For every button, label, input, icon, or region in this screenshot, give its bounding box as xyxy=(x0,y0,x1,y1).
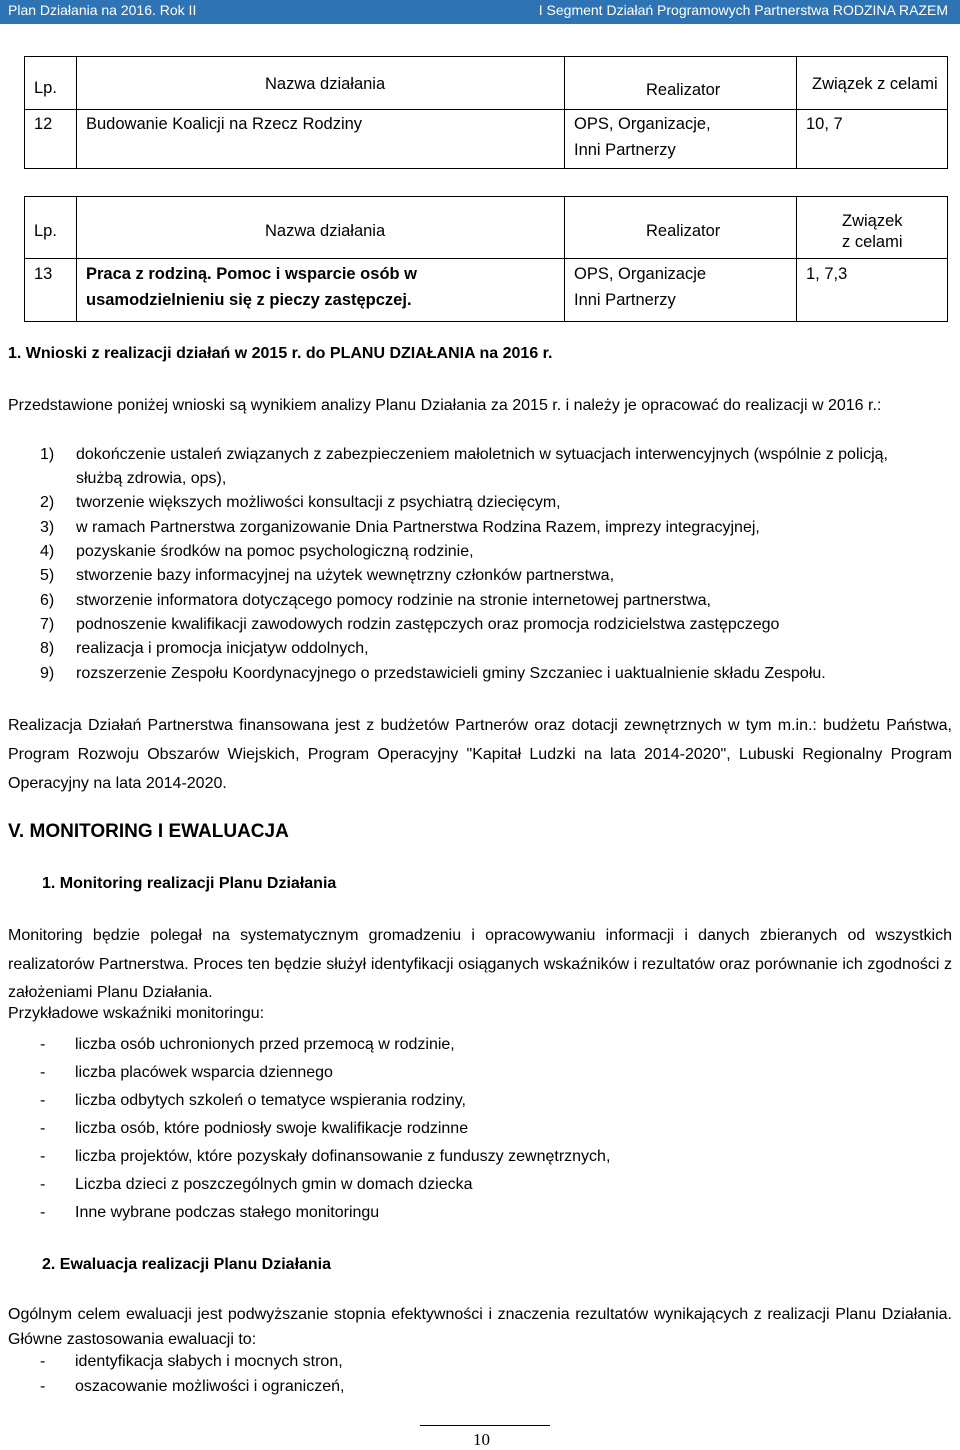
indicators-title: Przykładowe wskaźniki monitoringu: xyxy=(8,1005,265,1022)
th-name: Nazwa działania xyxy=(77,197,565,259)
funding-paragraph: Realizacja Działań Partnerstwa finansowana jest z budżetów Partnerów oraz dotacji zewnętrznych w tym m.in.: budżetu Państwa, Program Rozwoju Obszarów Wiejskich, Program Operacyjny "Kapitał Ludzki na lata 2014-2020", Lubuski Regionalny Program Operacyjny na lata 2014-2020. xyxy=(8,717,952,792)
footer-rule xyxy=(420,1425,550,1426)
th-name: Nazwa działania xyxy=(77,57,565,110)
th-lp: Lp. xyxy=(25,197,77,259)
th-realizator: Realizator xyxy=(565,197,797,259)
th-zwiazek: Związek z celami xyxy=(797,57,948,110)
cell-zwiazek: 1, 7,3 xyxy=(797,259,948,322)
header-right-title: I Segment Działań Programowych Partnerstwa RODZINA RAZEM xyxy=(538,2,948,18)
th-zwiazek: Związek z celami xyxy=(797,197,948,259)
cell-name: Budowanie Koalicji na Rzecz Rodziny xyxy=(77,110,565,169)
cell-lp: 13 xyxy=(25,259,77,322)
cell-realizator: OPS, Organizacje Inni Partnerzy xyxy=(565,259,797,322)
header-left-title: Plan Działania na 2016. Rok II xyxy=(8,2,197,18)
th-realizator: Realizator xyxy=(565,57,797,110)
th-lp: Lp. xyxy=(25,57,77,110)
section-heading-monitoring: V. MONITORING I EWALUACJA xyxy=(8,821,289,842)
list-item-continuation: służbą zdrowia, ops), xyxy=(76,470,227,487)
action-table-13 xyxy=(24,196,948,322)
section-heading-wnioski: 1. Wnioski z realizacji działań w 2015 r. do PLANU DZIAŁANIA na 2016 r. xyxy=(8,345,553,362)
action-table-12 xyxy=(24,56,948,169)
cell-lp: 12 xyxy=(25,110,77,169)
section-intro: Przedstawione poniżej wnioski są wynikiem analizy Planu Działania za 2015 r. i należy je opracować do realizacji w 2016 r.: xyxy=(8,397,882,414)
page-number: 10 xyxy=(473,1430,490,1449)
evaluation-paragraph: Ogólnym celem ewaluacji jest podwyższanie stopnia efektywności i znaczenia rezultatów wynikających z realizacji Planu Działania. Główne zastosowania ewaluacji to: xyxy=(8,1306,952,1348)
cell-zwiazek: 10, 7 xyxy=(797,110,948,169)
page-header xyxy=(0,0,960,24)
cell-realizator: OPS, Organizacje, Inni Partnerzy xyxy=(565,110,797,169)
subheading-monitoring: 1. Monitoring realizacji Planu Działania xyxy=(42,875,337,892)
subheading-ewaluacja: 2. Ewaluacja realizacji Planu Działania xyxy=(42,1256,332,1273)
cell-name: Praca z rodziną. Pomoc i wsparcie osób w usamodzielnieniu się z pieczy zastępczej. xyxy=(77,259,565,322)
monitoring-paragraph: Monitoring będzie polegał na systematycznym gromadzeniu i opracowywaniu informacji i danych zbieranych od wszystkich realizatorów Partnerstwa. Proces ten będzie służył identyfikacji osiąganych wskaźników i rezultatów oraz porównanie ich zgodności z założeniami Planu Działania. xyxy=(8,927,952,1001)
